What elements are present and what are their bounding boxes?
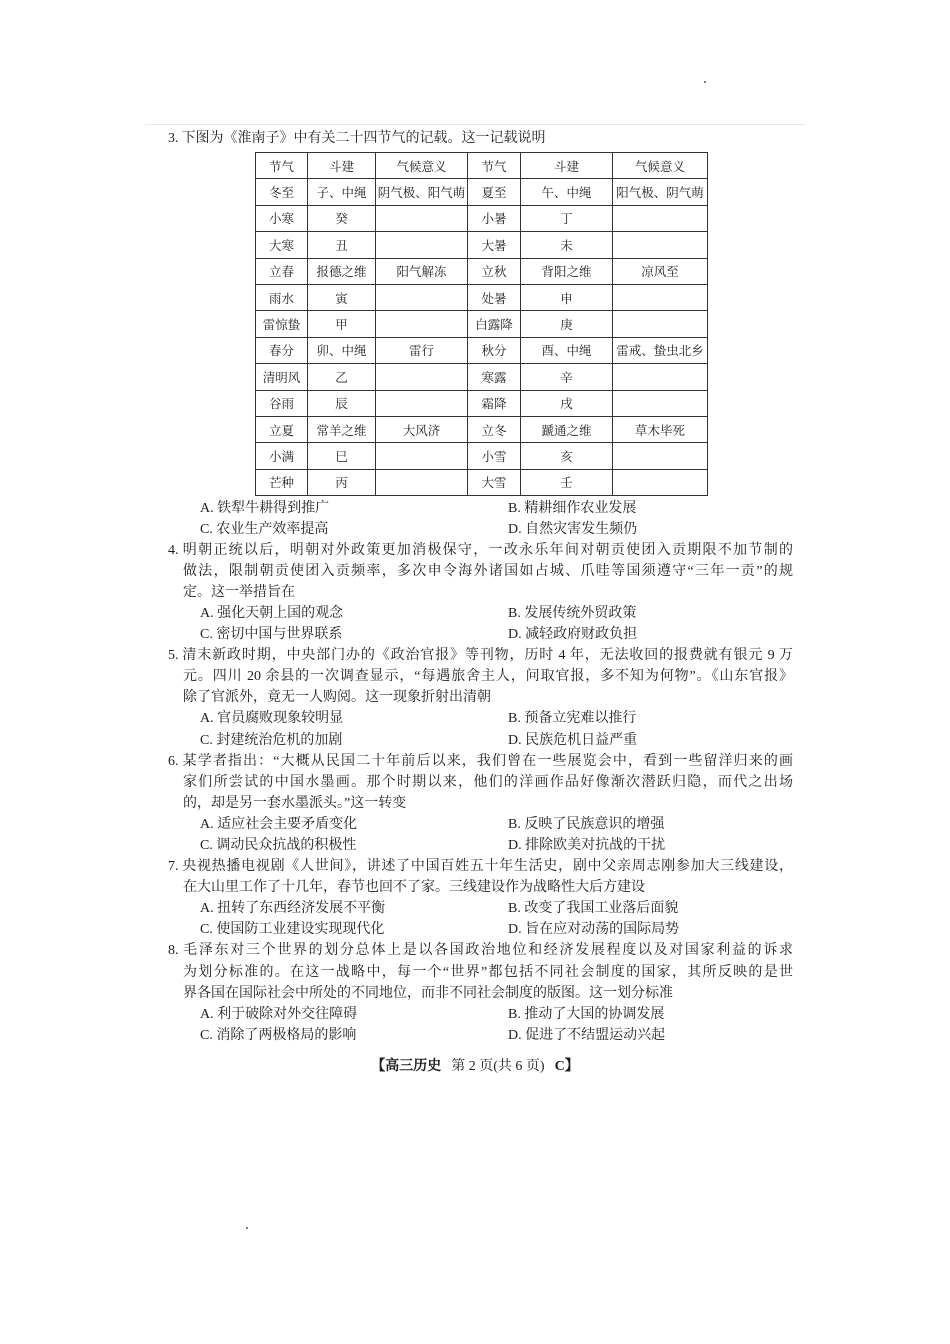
stem-text: 央视热播电视剧《人世间》，讲述了中国百姓五十年生活史，剧中父亲周志刚参加大三线建设， [181,859,793,875]
table-cell: 春分 [256,337,308,363]
stem-line: 元。四川 20 余县的一次调查显示，“每遇旅舍主人，问取官报，多不知为何物”。《山东官报》 [183,669,793,685]
table-cell: 酉、中绳 [521,337,613,363]
table-cell: 辛 [521,364,613,390]
footer-subject: 高三历史 [385,1059,442,1074]
table-row [256,258,708,284]
table-cell: 大风济 [376,416,468,442]
table-cell: 小暑 [468,205,521,231]
table-cell [376,390,468,416]
table-cell: 大雪 [468,469,521,495]
table-cell: 雷惊蛰 [256,311,308,337]
stem-text: 某学者指出：“大概从民国二十年前后以来，我们曾在一些展览会中，看到一些留洋归来的画 [181,753,793,769]
table-cell: 芒种 [256,469,308,495]
stem-text: 清末新政时期，中央部门办的《政治官报》等刊物，历时 4 年，无法收回的报费就有银元 9 万 [181,648,793,664]
table-cell: 雷戒、蛰虫北乡 [613,337,708,363]
stem-line [168,128,793,149]
table-header-cell: 气候意义 [376,153,468,179]
table-cell [376,311,468,337]
option-c[interactable]: C. 使国防工业建设实现现代化 [200,922,385,938]
table-cell: 秋分 [468,337,521,363]
stem-line [168,940,793,961]
stem-line: 界各国在国际社会中所处的不同地位，而非不同社会制度的版图。这一划分标准 [183,985,673,1001]
stem-text: 下图为《淮南子》中有关二十四节气的记载。这一记载说明 [181,130,546,146]
table-row [256,337,708,363]
table-cell: 辰 [308,390,376,416]
footer-version: C [554,1059,565,1074]
table-cell: 亥 [521,443,613,469]
table-cell: 白露降 [468,311,521,337]
table-cell: 甲 [308,311,376,337]
table-cell: 夏至 [468,179,521,205]
option-b[interactable]: B. 预备立宪难以推行 [508,711,637,727]
table-cell: 癸 [308,205,376,231]
table-header-cell: 节气 [468,153,521,179]
footer-page-number: 第 2 页(共 6 页) [451,1059,545,1074]
table-cell: 小满 [256,443,308,469]
option-d[interactable]: D. 民族危机日益严重 [508,732,638,748]
option-c[interactable]: C. 农业生产效率提高 [200,521,329,537]
option-a[interactable]: A. 强化天朝上国的观念 [200,605,344,621]
table-cell [613,469,708,495]
option-row [168,624,793,645]
table-header-cell: 气候意义 [613,153,708,179]
table-cell: 立秋 [468,258,521,284]
option-b[interactable]: B. 改变了我国工业落后面貌 [508,901,679,917]
option-row [168,1004,793,1025]
table-cell: 立冬 [468,416,521,442]
option-d[interactable]: D. 旨在应对动荡的国际局势 [508,922,680,938]
table-cell [376,443,468,469]
solar-terms-table [255,152,708,496]
table-row [256,311,708,337]
table-cell: 小寒 [256,205,308,231]
scan-speck [704,81,706,83]
table-cell: 清明风 [256,364,308,390]
table-cell: 报德之维 [308,258,376,284]
table-cell [613,284,708,310]
table-cell: 壬 [521,469,613,495]
option-c[interactable]: C. 调动民众抗战的积极性 [200,838,357,853]
question-3 [168,128,793,149]
table-row [256,390,708,416]
table-cell: 丑 [308,232,376,258]
stem-line [168,856,793,877]
table-cell: 庚 [521,311,613,337]
table-cell [613,205,708,231]
option-b[interactable]: B. 反映了民族意识的增强 [508,816,665,832]
option-row [168,814,793,835]
option-d[interactable]: D. 排除欧美对抗战的干扰 [508,838,666,853]
stem-line: 为划分标准的。在这一战略中，每一个“世界”都包括不同社会制度的国家，其所反映的是世 [183,964,793,980]
table-row [256,469,708,495]
table-cell: 草木毕死 [613,416,708,442]
option-row [168,603,793,624]
table-cell [376,364,468,390]
table-cell [376,469,468,495]
question-number: 4. [168,542,179,558]
table-cell [613,443,708,469]
stem-line [168,645,793,666]
table-header-row [256,153,708,179]
table-cell: 霜降 [468,390,521,416]
table-cell: 巳 [308,443,376,469]
table-cell: 小雪 [468,443,521,469]
footer-bracket-open: 【 [371,1059,386,1074]
option-row [168,919,793,940]
stem-line: 做法，限制朝贡使团入贡频率，多次申令海外诸国如占城、爪哇等国须遵守“三年一贡”的规 [183,563,793,579]
option-b[interactable]: B. 发展传统外贸政策 [508,605,637,621]
question-number: 5. [168,648,179,664]
page-footer [0,1056,950,1077]
option-row [168,730,793,751]
table-header-cell: 节气 [256,153,308,179]
scan-speck [246,1227,248,1229]
table-cell: 子、中绳 [308,179,376,205]
stem-line: 家们所尝试的中国水墨画。那个时期以来，他们的洋画作品好像渐次潜跃归隐，而代之出场 [183,774,793,790]
table-cell: 大暑 [468,232,521,258]
table-row [256,179,708,205]
question-number: 7. [168,859,179,875]
table-cell [613,232,708,258]
table-cell [376,232,468,258]
questions-continued [168,498,793,1046]
header-rule [145,124,805,125]
table-header-cell: 斗建 [521,153,613,179]
option-a[interactable]: A. 官员腐败现象较明显 [200,711,344,727]
table-cell: 冬至 [256,179,308,205]
option-row [168,498,793,519]
table-cell: 乙 [308,364,376,390]
option-row [168,1025,793,1046]
option-a[interactable]: A. 铁犁牛耕得到推广 [200,500,330,516]
table-cell [613,311,708,337]
option-d[interactable]: D. 减轻政府财政负担 [508,627,638,643]
stem-line [168,751,793,772]
question-number: 3. [168,130,179,146]
table-row [256,284,708,310]
table-cell: 立春 [256,258,308,284]
stem-line: 除了官派外，竟无一人购阅。这一现象折射出清朝 [183,690,491,706]
option-row [168,835,793,856]
table-cell: 谷雨 [256,390,308,416]
table-cell: 常羊之维 [308,416,376,442]
table-row [256,416,708,442]
table-cell: 雨水 [256,284,308,310]
table-cell: 阴气极、阳气萌 [376,179,468,205]
table-cell: 未 [521,232,613,258]
stem-line: 在大山里工作了十几年，春节也回不了家。三线建设作为战略性大后方建设 [183,880,645,896]
option-d[interactable]: D. 促进了不结盟运动兴起 [508,1027,666,1043]
table-cell: 阳气极、阴气萌 [613,179,708,205]
table-cell [613,364,708,390]
table-cell: 处暑 [468,284,521,310]
option-row [168,708,793,729]
option-b[interactable]: B. 推动了大国的协调发展 [508,1006,665,1022]
table-cell: 背阳之维 [521,258,613,284]
table-cell: 寅 [308,284,376,310]
stem-text: 明朝正统以后，明朝对外政策更加消极保守，一改永乐年间对朝贡使团入贡期限不加节制的 [181,542,793,558]
question-number: 8. [168,943,179,959]
option-d[interactable]: D. 自然灾害发生频仍 [508,521,638,537]
table-cell [613,390,708,416]
table-header-cell: 斗建 [308,153,376,179]
table-row [256,232,708,258]
table-cell [376,284,468,310]
option-b[interactable]: B. 精耕细作农业发展 [508,500,637,516]
stem-line [168,540,793,561]
table-cell: 午、中绳 [521,179,613,205]
stem-line: 的，却是另一套水墨派头。”这一转变 [183,795,407,811]
option-c[interactable]: C. 消除了两极格局的影响 [200,1027,357,1043]
question-number: 6. [168,753,179,769]
table-cell: 卯、中绳 [308,337,376,363]
option-row [168,898,793,919]
table-row [256,364,708,390]
stem-text: 毛泽东对三个世界的划分总体上是以各国政治地位和经济发展程度以及对国家利益的诉求 [181,943,793,959]
table-cell: 丁 [521,205,613,231]
option-c[interactable]: C. 密切中国与世界联系 [200,627,343,643]
option-c[interactable]: C. 封建统治危机的加剧 [200,732,343,748]
option-a[interactable]: A. 利于破除对外交往障碍 [200,1006,358,1022]
table-cell: 戌 [521,390,613,416]
option-a[interactable]: A. 扭转了东西经济发展不平衡 [200,901,386,917]
table-cell: 寒露 [468,364,521,390]
footer-bracket-close: 】 [564,1059,579,1074]
table-cell: 申 [521,284,613,310]
table-cell: 大寒 [256,232,308,258]
table-cell: 阳气解冻 [376,258,468,284]
stem-line: 定。这一举措旨在 [183,584,295,600]
option-a[interactable]: A. 适应社会主要矛盾变化 [200,816,358,832]
table-cell: 蹏通之维 [521,416,613,442]
option-row [168,519,793,540]
table-row [256,205,708,231]
table-cell: 凉风至 [613,258,708,284]
table-cell: 雷行 [376,337,468,363]
table-cell: 立夏 [256,416,308,442]
table-cell: 丙 [308,469,376,495]
table-cell [376,205,468,231]
table-row [256,443,708,469]
